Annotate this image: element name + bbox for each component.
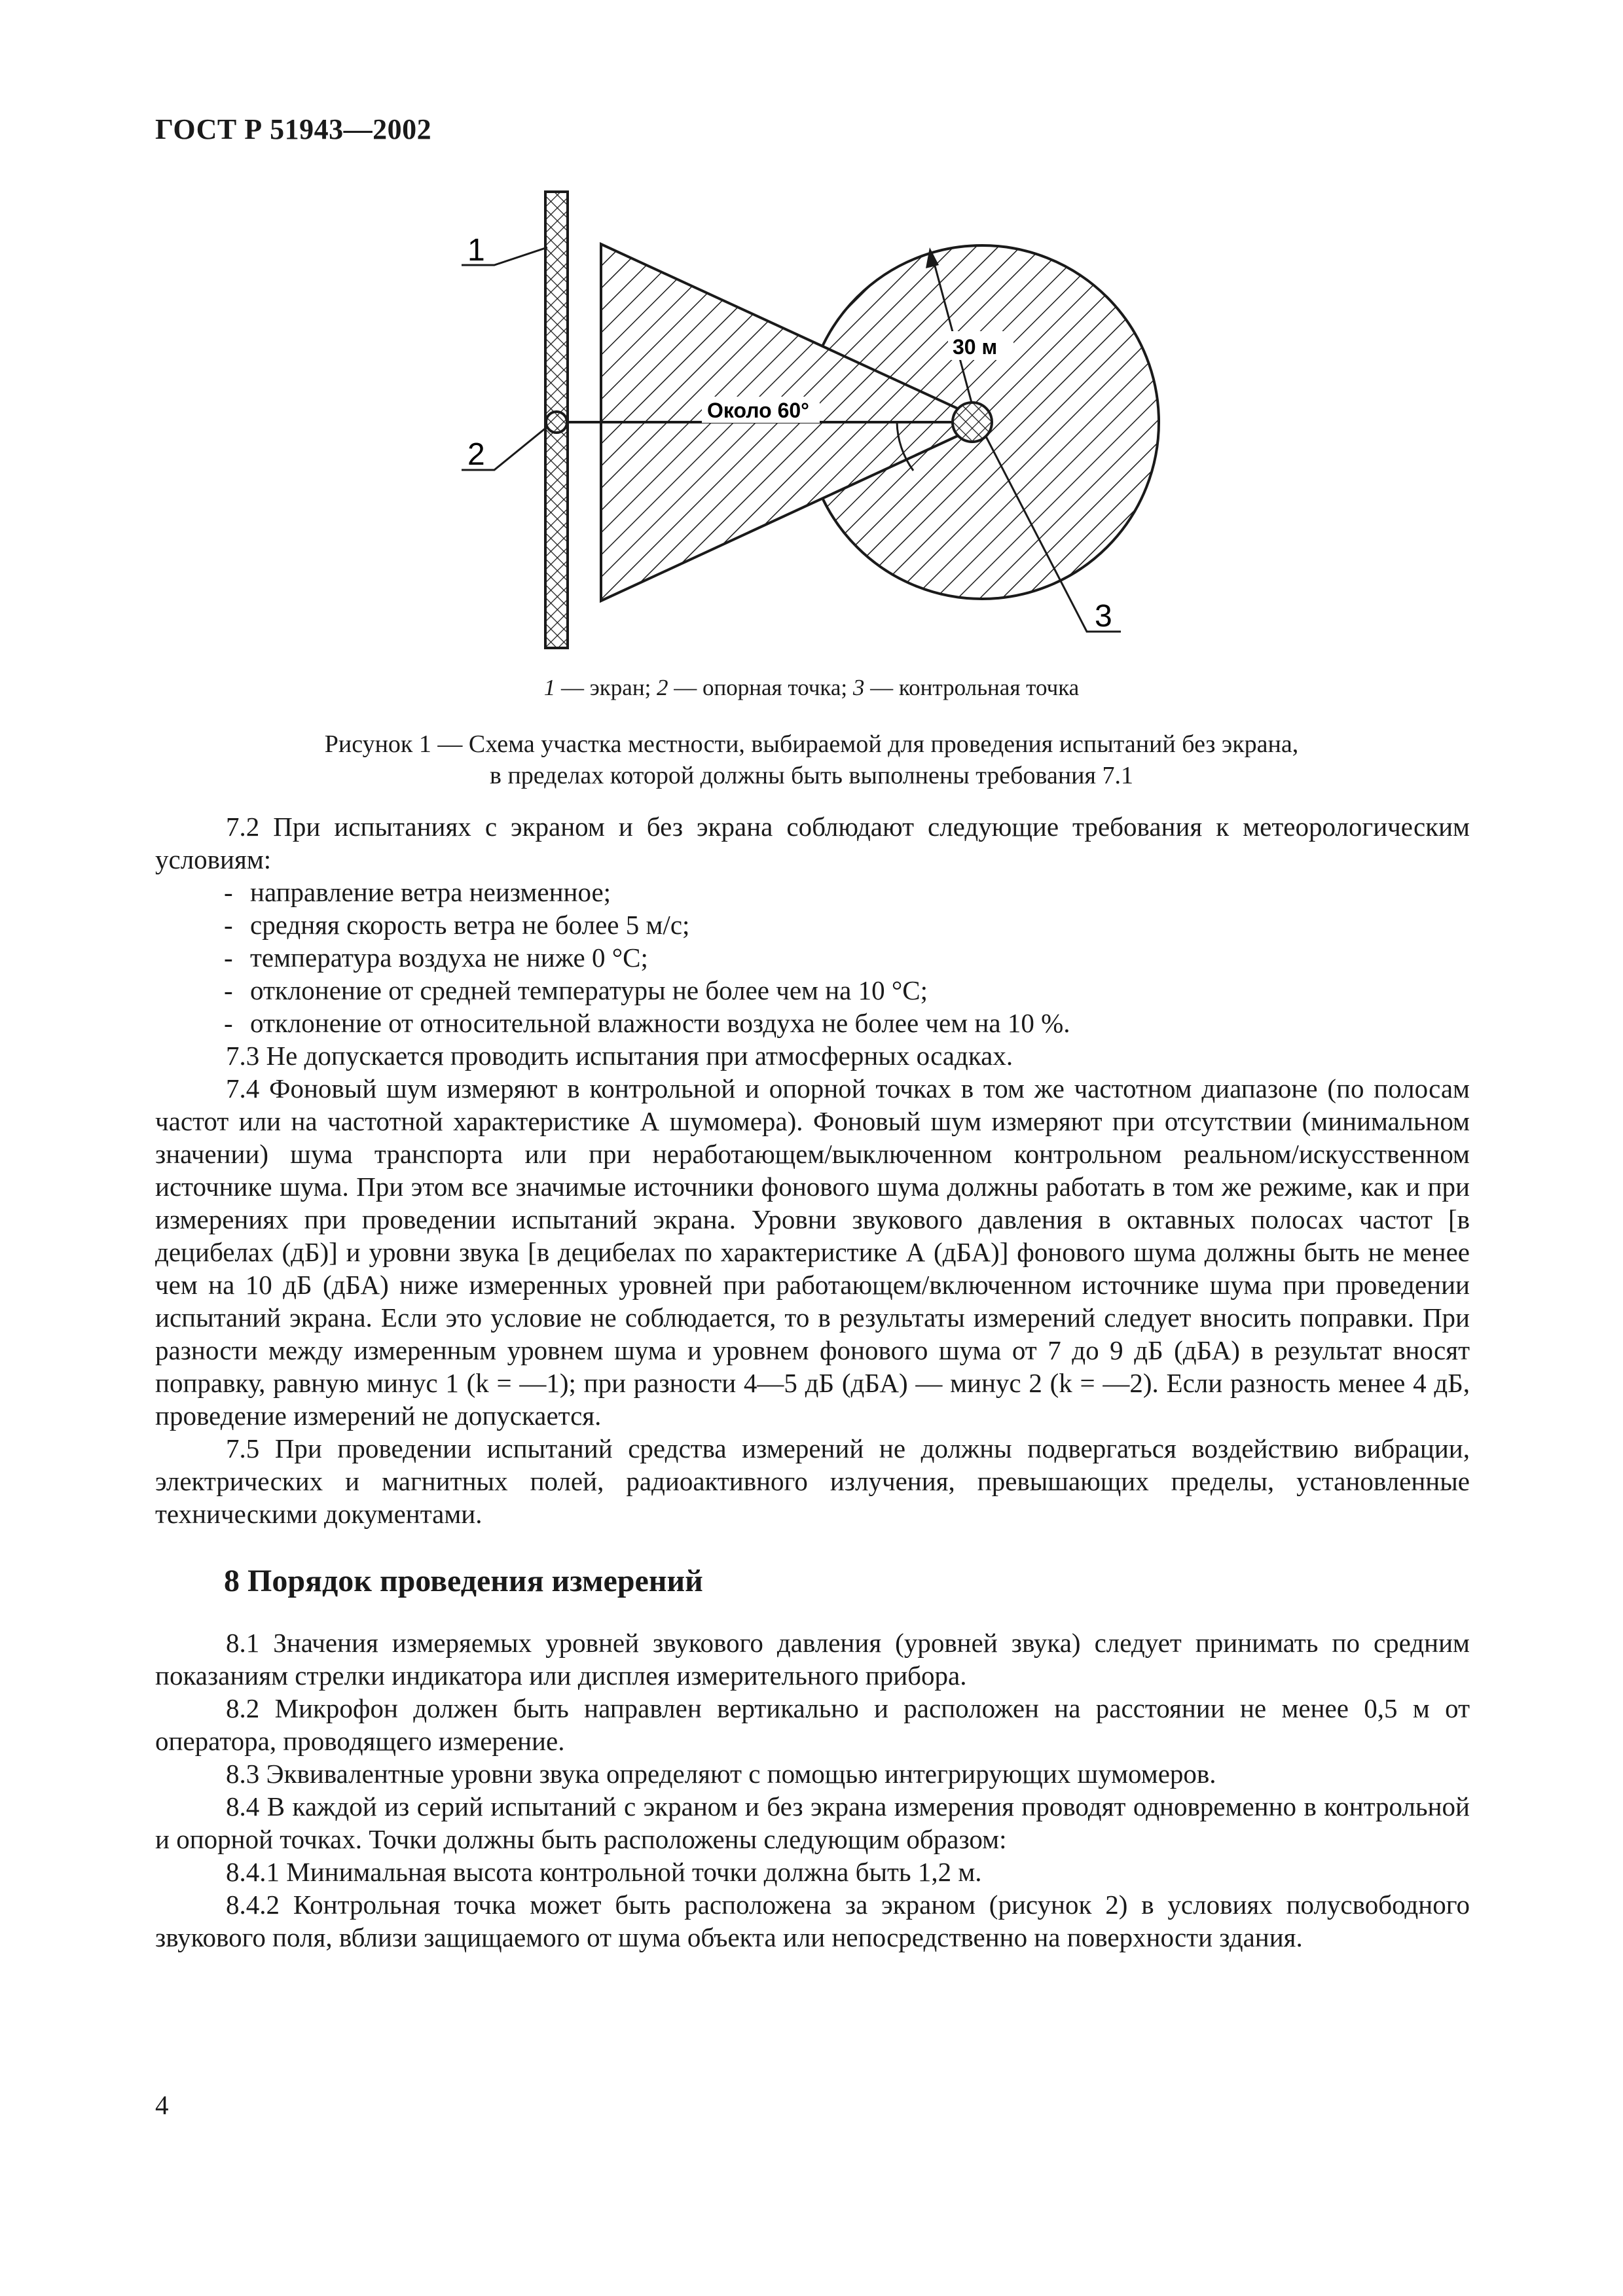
paragraph-7-4: 7.4 Фоновый шум измеряют в контрольной и опорной точках в том же частотном диапазоне (по полосам частот или на частотной характеристике А шумомера). Фоновый шум измеряют при отсутствии (минимальном значении) шума транспорта или при неработающем/выключенном контрольном реальном/искусственном источнике шума. При этом все значимые источники фонового шума должны работать в том же режиме, как и при измерениях при проведении испытаний экрана. Уровни звукового давления в октавных полосах частот [в децибелах (дБ)] и уровни звука [в децибелах по характеристике А (дБА)] фонового шума должны быть не менее чем на 10 дБ (дБА) ниже измеренных уровней при работающем/включенном источнике шума при проведении испытаний экрана. Если это условие не соблюдается, то в результаты измерений следует вносить поправки. При разности между измеренным уровнем шума и уровнем фонового шума от 7 до 9 дБ (дБА) в результат вносят поправку, равную минус 1 (k = —1); при разности 4—5 дБ (дБА) — минус 2 (k = —2). Если разность менее 4 дБ, проведение измерений не допускается. (155, 1073, 1470, 1431)
label-2: 2 (467, 437, 485, 472)
legend-number-1: 1 (543, 675, 556, 700)
legend-number-2: 2 (657, 675, 668, 700)
list-item: - температура воздуха не ниже 0 °С; (224, 942, 648, 973)
caption-line-1: Рисунок 1 — Схема участка местности, выбираемой для проведения испытаний без экрана, (324, 730, 1299, 758)
list-item-text: средняя скорость ветра не более 5 м/с; (250, 910, 690, 940)
label-3: 3 (1095, 599, 1112, 634)
list-item-text: отклонение от относительной влажности воздуха не более чем на 10 %. (250, 1008, 1070, 1038)
paragraph-7-3: 7.3 Не допускается проводить испытания при атмосферных осадках. (226, 1041, 1013, 1071)
caption-line-2: в пределах которой должны быть выполнены требования 7.1 (490, 762, 1133, 789)
paragraph-7-5: 7.5 При проведении испытаний средства измерений не должны подвергаться воздействию вибрации, электрических и магнитных полей, радиоактивного излучения, превышающих пределы, установленные техническими документами. (155, 1433, 1470, 1529)
paragraph-8-1: 8.1 Значения измеряемых уровней звукового давления (уровней звука) следует принимать по средним показаниям стрелки индикатора или дисплея измерительного прибора. (155, 1628, 1470, 1691)
document-header: ГОСТ Р 51943—2002 (155, 113, 432, 145)
page-number: 4 (155, 2090, 169, 2120)
reference-point-fill (547, 413, 566, 431)
paragraph-8-4-1: 8.4.1 Минимальная высота контрольной точки должна быть 1,2 м. (226, 1857, 982, 1887)
list-item: - направление ветра неизменное; (224, 877, 611, 907)
legend-text-3: — контрольная точка (864, 675, 1080, 700)
list-item: - средняя скорость ветра не более 5 м/с; (224, 910, 690, 940)
angle-label: Около 60° (707, 399, 809, 422)
control-point-fill (954, 404, 991, 440)
list-item-text: отклонение от средней температуры не более чем на 10 °С; (250, 975, 928, 1005)
paragraph-8-2: 8.2 Микрофон должен быть направлен вертикально и расположен на расстоянии не менее 0,5 м от оператора, проводящего измерение. (155, 1693, 1470, 1756)
paragraph-8-3: 8.3 Эквивалентные уровни звука определяют с помощью интегрирующих шумомеров. (226, 1759, 1216, 1789)
list-item-text: направление ветра неизменное; (250, 877, 611, 907)
list-item: - отклонение от относительной влажности воздуха не более чем на 10 %. (224, 1008, 1070, 1038)
list-item-text: температура воздуха не ниже 0 °С; (250, 942, 648, 973)
section-8-heading: 8 Порядок проведения измерений (224, 1564, 703, 1598)
legend-text-1: — экран; (555, 675, 657, 700)
paragraph-8-4: 8.4 В каждой из серий испытаний с экраном и без экрана измерения проводят одновременно в контрольной и опорной точках. Точки должны быть расположены следующим образом: (155, 1791, 1470, 1854)
figure-1-diagram (0, 0, 1623, 707)
document-body (155, 810, 1470, 1954)
legend-number-3: 3 (852, 675, 865, 700)
paragraph-7-2: 7.2 При испытаниях с экраном и без экрана соблюдают следующие требования к метеорологическим условиям: (155, 812, 1470, 874)
list-item: - отклонение от средней температуры не более чем на 10 °С; (224, 975, 928, 1005)
label-1: 1 (467, 233, 485, 268)
figure-legend (0, 675, 1623, 701)
paragraph-8-4-2: 8.4.2 Контрольная точка может быть расположена за экраном (рисунок 2) в условиях полусвободного звукового поля, вблизи защищаемого от шума объекта или непосредственно на поверхности здания. (155, 1890, 1470, 1952)
figure-caption (0, 728, 1623, 791)
legend-text-2: — опорная точка; (668, 675, 853, 700)
radius-label: 30 м (953, 335, 998, 359)
